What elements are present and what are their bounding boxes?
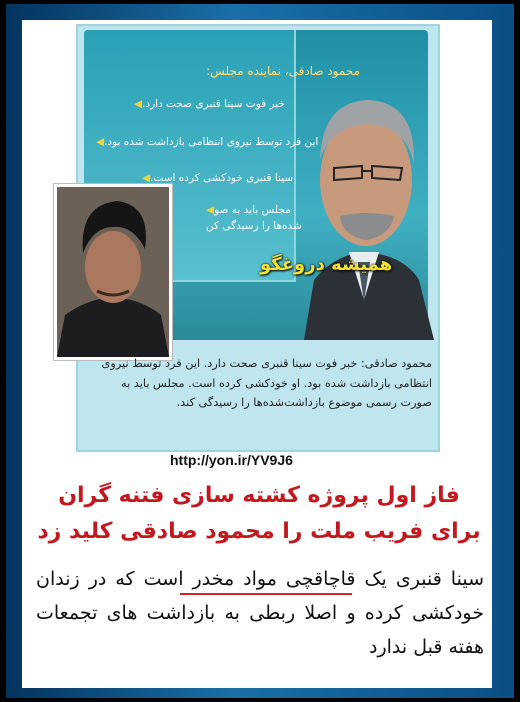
panel-item-1: [130, 98, 285, 110]
overlay-caption: همیشه دروغگو: [260, 254, 393, 275]
panel-item-text: خبر فوت سینا قنبری صحت دارد.: [142, 98, 285, 110]
panel-item-text: سینا قنبری خودکشی کرده است.: [150, 172, 294, 184]
bullet-icon: ◀: [206, 204, 215, 216]
bullet-icon: ◀: [142, 172, 151, 184]
bullet-icon: ◀: [96, 136, 105, 148]
bullet-icon: ◀: [134, 98, 143, 110]
panel-item-text: این فرد توسط نیروی انتظامی بازداشت شده بود.: [104, 136, 319, 148]
panel-title: محمود صادقی، نماینده مجلس:: [206, 64, 360, 78]
boy-photo: [54, 184, 172, 360]
panel-item-text: مجلس باید به صو: [214, 204, 291, 216]
panel-item-2: [92, 136, 318, 148]
panel-item-3: [138, 172, 293, 184]
panel-item-4: [202, 204, 291, 216]
body-text: سینا قنبری یک قاچاقچی مواد مخدر است که در زندان خودکشی کرده و اصلا ربطی به بازداشت های تجمعات هفته قبل ندارد: [36, 568, 484, 658]
highlight-underline: [180, 593, 352, 595]
panel-item-text: شده‌ها را رسیدگی کن: [206, 220, 302, 232]
news-caption: محمود صادقی: خبر فوت سینا قنبری صحت دارد. این فرد توسط نیروی انتظامی بازداشت شده بود. او خودکشی کرده است. مجلس باید به صورت رسمی موضوع بازداشت‌شده‌ها را رسیدگی کند.: [101, 357, 432, 409]
panel-item-5: [206, 220, 302, 232]
source-link[interactable]: http://yon.ir/YV9J6: [170, 452, 293, 468]
headline: فاز اول پروژه کشته سازی فتنه گران برای فریب ملت را محمود صادقی کلید زد: [37, 483, 481, 544]
man-portrait: [294, 40, 434, 340]
